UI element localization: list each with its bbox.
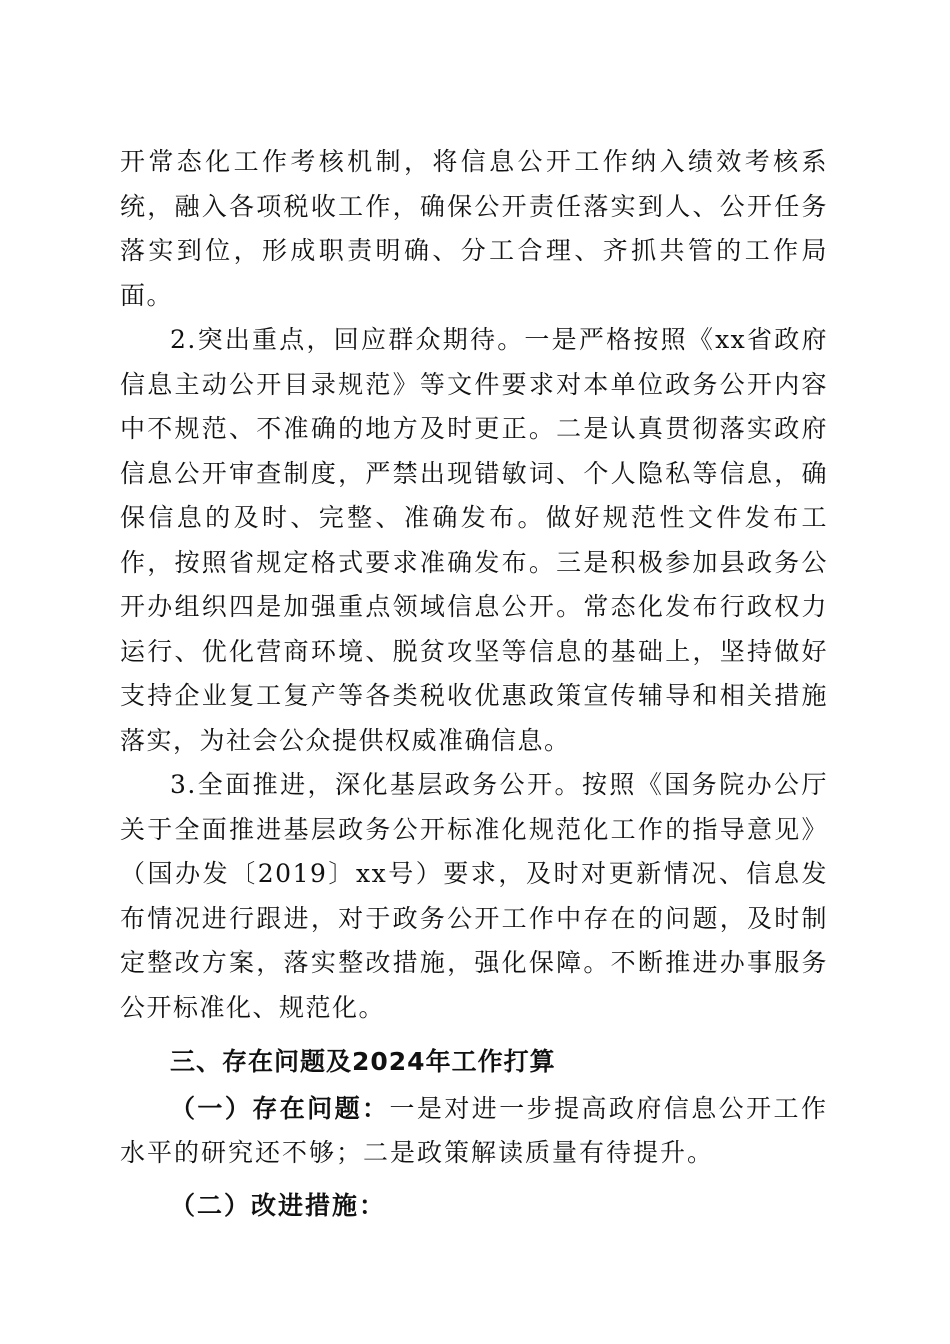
document-page [120, 140, 828, 1228]
spacer [120, 1030, 828, 1038]
paragraph-highlight-key-points: 2.突出重点，回应群众期待。一是严格按照《xx省政府信息主动公开目录规范》等文件要求对本单位政务公开内容中不规范、不准确的地方及时更正。二是认真贯彻落实政府信息公开审查制度，严禁出现错敏词、个人隐私等信息，确保信息的及时、完整、准确发布。做好规范性文件发布工作，按照省规定格式要求准确发布。三是积极参加县政务公开办组织四是加强重点领域信息公开。常态化发布行政权力运行、优化营商环境、脱贫攻坚等信息的基础上，坚持做好支持企业复工复产等各类税收优惠政策宣传辅导和相关措施落实，为社会公众提供权威准确信息。 [120, 325, 828, 755]
spacer [120, 1176, 828, 1184]
section-heading-problems-and-plans: 三、存在问题及2024年工作打算 [170, 1047, 556, 1076]
paragraph-assessment-mechanism: 开常态化工作考核机制，将信息公开工作纳入绩效考核系统，融入各项税收工作，确保公开责任落实到人、公开任务落实到位，形成职责明确、分工合理、齐抓共管的工作局面。 [120, 147, 828, 310]
subsection-label-measures: （二）改进措施： [170, 1190, 387, 1220]
subsection-existing-problems [120, 1087, 828, 1176]
subsection-text-problems: 一是对进一步提高政府信息公开工作水平的研究还不够；二是政策解读质量有待提升。 [120, 1093, 828, 1167]
subsection-label-problems: （一）存在问题： [170, 1093, 390, 1123]
subsection-improvement-measures [120, 1184, 828, 1229]
paragraph-grassroots-disclosure: 3.全面推进，深化基层政务公开。按照《国务院办公厅关于全面推进基层政务公开标准化规范化工作的指导意见》（国办发〔2019〕xx号）要求，及时对更新情况、信息发布情况进行跟进，对于政务公开工作中存在的问题，及时制定整改方案，落实整改措施，强化保障。不断推进办事服务公开标准化、规范化。 [120, 770, 828, 1022]
